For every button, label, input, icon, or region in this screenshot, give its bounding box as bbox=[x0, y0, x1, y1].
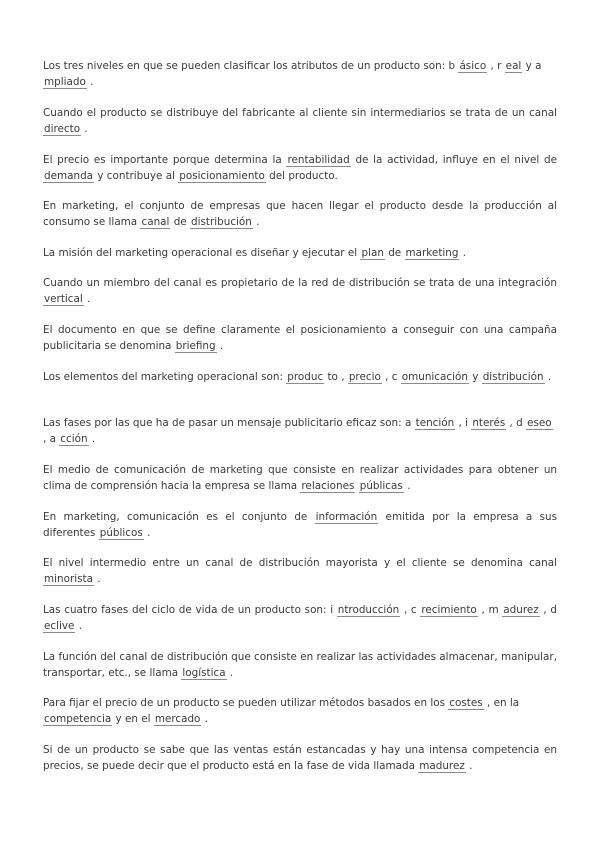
paragraph-13 bbox=[43, 602, 557, 634]
filled-blank: relaciones bbox=[301, 480, 355, 492]
text-run: . bbox=[216, 340, 224, 352]
paragraph-12 bbox=[43, 555, 557, 587]
text-run: . bbox=[81, 123, 88, 135]
text-run: . bbox=[226, 667, 234, 679]
text-run: . bbox=[403, 480, 411, 492]
filled-blank: produc bbox=[287, 371, 324, 383]
filled-blank: canal bbox=[141, 216, 170, 228]
text-run: del producto. bbox=[265, 170, 338, 182]
text-run: y en el bbox=[112, 713, 154, 725]
text-run: to , bbox=[324, 371, 348, 383]
text-run: La misión del marketing operacional es diseñar y ejecutar el bbox=[43, 247, 361, 259]
filled-blank: eclive bbox=[44, 620, 75, 632]
filled-blank: marketing bbox=[405, 247, 459, 259]
filled-blank: información bbox=[315, 511, 378, 523]
text-run: Para fijar el precio de un producto se pueden utilizar métodos basados en los bbox=[43, 697, 449, 709]
filled-blank: omunicación bbox=[401, 371, 468, 383]
text-run: El nivel intermedio entre un canal de distribución mayorista y el cliente se denomina canal bbox=[43, 557, 557, 569]
text-run: Las cuatro fases del ciclo de vida de un producto son: i bbox=[43, 604, 337, 616]
filled-blank: recimiento bbox=[421, 604, 477, 616]
text-run: El documento en que se define claramente el posicionamiento a conseguir con una campaña publicitaria se denomina bbox=[43, 324, 557, 352]
text-run: . bbox=[86, 76, 94, 88]
text-run: Los tres niveles en que se pueden clasificar los atributos de un producto son: b bbox=[43, 60, 459, 72]
text-run: El precio es importante porque determina la bbox=[43, 154, 287, 166]
filled-blank: eseo bbox=[527, 417, 552, 429]
text-run: , d bbox=[539, 604, 557, 616]
paragraph-1 bbox=[43, 58, 557, 90]
filled-blank: competencia bbox=[44, 713, 112, 725]
text-run: de bbox=[170, 216, 191, 228]
filled-blank: minorista bbox=[44, 573, 93, 585]
text-run: y a bbox=[522, 60, 542, 72]
paragraph-5 bbox=[43, 245, 557, 261]
text-run: y bbox=[468, 371, 482, 383]
filled-blank: ntroducción bbox=[337, 604, 400, 616]
paragraph-10 bbox=[43, 462, 557, 494]
filled-blank: directo bbox=[44, 123, 81, 135]
paragraph-6 bbox=[43, 275, 557, 307]
text-run: . bbox=[465, 760, 473, 772]
filled-blank: plan bbox=[361, 247, 384, 259]
text-run: En marketing, el conjunto de empresas que hacen llegar el producto desde la producción al consumo se llama bbox=[43, 200, 557, 228]
text-run: . bbox=[459, 247, 467, 259]
filled-blank: públicas bbox=[359, 480, 403, 492]
filled-blank: adurez bbox=[503, 604, 539, 616]
filled-blank: posicionamiento bbox=[179, 170, 265, 182]
paragraph-16 bbox=[43, 742, 557, 774]
text-run: , i bbox=[455, 417, 472, 429]
text-run: Si de un producto se sabe que las ventas están estancadas y hay una intensa competencia en precios, se puede decir que el producto está en la fase de vida llamada bbox=[43, 744, 557, 772]
text-run: . bbox=[143, 527, 151, 539]
filled-blank: precio bbox=[348, 371, 381, 383]
paragraph-9 bbox=[43, 415, 557, 447]
text-run: Las fases por las que ha de pasar un mensaje publicitario eficaz son: a bbox=[43, 417, 415, 429]
paragraph-11 bbox=[43, 509, 557, 541]
filled-blank: costes bbox=[449, 697, 483, 709]
paragraph-3 bbox=[43, 152, 557, 184]
paragraph-7 bbox=[43, 322, 557, 354]
text-run: emitida por la empresa a sus diferentes bbox=[43, 511, 557, 539]
filled-blank: mercado bbox=[154, 713, 201, 725]
paragraph-14 bbox=[43, 649, 557, 681]
filled-blank: tención bbox=[415, 417, 455, 429]
text-run: . bbox=[252, 216, 260, 228]
filled-blank: rentabilidad bbox=[287, 154, 350, 166]
filled-blank: nterés bbox=[472, 417, 506, 429]
paragraph-8 bbox=[43, 369, 557, 385]
filled-blank: madurez bbox=[419, 760, 465, 772]
text-run: . bbox=[75, 620, 83, 632]
paragraph-4 bbox=[43, 198, 557, 230]
text-run: . bbox=[93, 573, 101, 585]
text-run: La función del canal de distribución que consiste en realizar las actividades almacenar, manipular, transportar, etc., se llama bbox=[43, 651, 557, 679]
filled-blank: ásico bbox=[459, 60, 487, 72]
text-run: de la actividad, influye en el nivel de bbox=[350, 154, 557, 166]
text-run: , c bbox=[381, 371, 401, 383]
text-run: Cuando un miembro del canal es propietario de la red de distribución se trata de una integración bbox=[43, 277, 557, 289]
text-run: . bbox=[88, 433, 96, 445]
text-run: , d bbox=[506, 417, 527, 429]
text-run: , a bbox=[43, 433, 60, 445]
text-run: En marketing, comunicación es el conjunto de bbox=[43, 511, 315, 523]
text-run: , r bbox=[487, 60, 505, 72]
filled-blank: públicos bbox=[99, 527, 143, 539]
filled-blank: demanda bbox=[44, 170, 94, 182]
filled-blank: distribución bbox=[191, 216, 252, 228]
text-run: Cuando el producto se distribuye del fabricante al cliente sin intermediarios se trata de un canal bbox=[43, 107, 557, 119]
filled-blank: cción bbox=[60, 433, 88, 445]
filled-blank: briefing bbox=[175, 340, 216, 352]
text-run: , en la bbox=[483, 697, 520, 709]
paragraph-15 bbox=[43, 695, 557, 727]
paragraph-2 bbox=[43, 105, 557, 137]
filled-blank: distribución bbox=[482, 371, 544, 383]
text-run: . bbox=[201, 713, 209, 725]
filled-blank: eal bbox=[505, 60, 522, 72]
filled-blank: logística bbox=[182, 667, 226, 679]
text-run: El medio de comunicación de marketing que consiste en realizar actividades para obtener un clima de comprensión hacia la empresa se llama bbox=[43, 464, 557, 492]
text-run: . bbox=[544, 371, 552, 383]
text-run: , m bbox=[477, 604, 503, 616]
text-run: , c bbox=[400, 604, 421, 616]
text-run: Los elementos del marketing operacional son: bbox=[43, 371, 287, 383]
text-run: . bbox=[83, 293, 91, 305]
text-run: de bbox=[384, 247, 405, 259]
filled-blank: mpliado bbox=[44, 76, 86, 88]
text-run: y contribuye al bbox=[94, 170, 179, 182]
filled-blank: vertical bbox=[44, 293, 83, 305]
